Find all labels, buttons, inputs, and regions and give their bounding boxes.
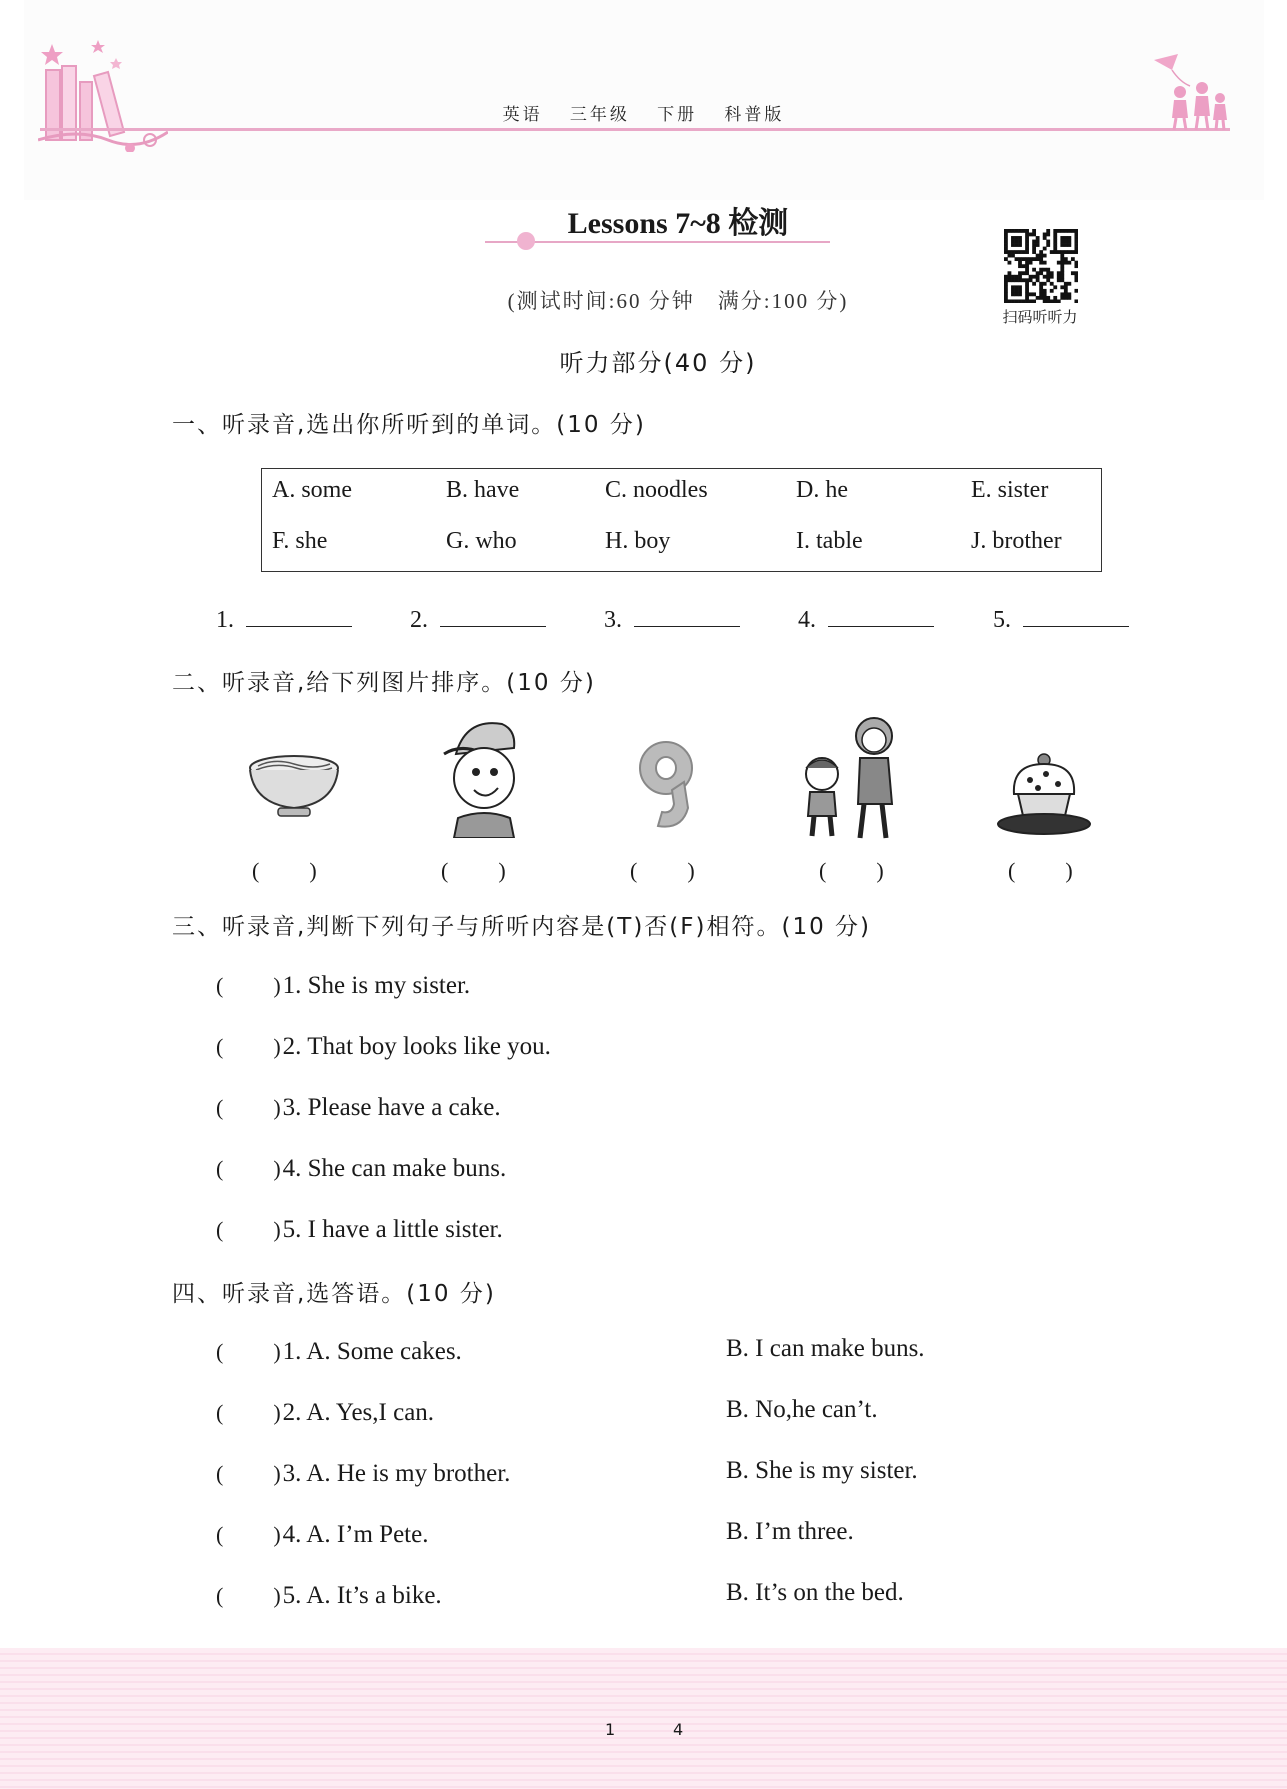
blank-number: 2.	[410, 607, 428, 633]
response-item	[216, 1396, 434, 1427]
tf-answer-paren[interactable]: ( )	[216, 1217, 283, 1242]
tf-answer-paren[interactable]: ( )	[216, 973, 283, 998]
header-edition: 科普版	[724, 105, 785, 124]
response-option-b: B. No,he can’t.	[726, 1396, 878, 1423]
qr-caption: 扫码听听力	[1002, 308, 1078, 326]
title-dot	[517, 232, 535, 250]
order-answer-paren[interactable]: ( )	[252, 858, 319, 883]
order-answer-paren[interactable]: ( )	[630, 858, 697, 883]
word-option: H. boy	[605, 528, 671, 554]
tf-item	[216, 969, 470, 1000]
response-option-b: B. I’m three.	[726, 1518, 854, 1545]
tf-sentence: 1. She is my sister.	[282, 972, 471, 999]
tf-item	[216, 1091, 501, 1122]
response-option-a: 3. A. He is my brother.	[282, 1460, 511, 1487]
page-title: Lessons 7~8 检测	[567, 207, 789, 240]
tf-sentence: 5. I have a little sister.	[282, 1216, 503, 1243]
header-subject: 英语	[502, 105, 543, 124]
blank-number: 1.	[216, 607, 234, 633]
page-number-digit: 1	[605, 1720, 616, 1739]
response-option-a: 1. A. Some cakes.	[282, 1338, 462, 1365]
blank-number: 4.	[798, 607, 816, 633]
tf-answer-paren[interactable]: ( )	[216, 1156, 283, 1181]
page-number-digit: 4	[673, 1720, 684, 1739]
response-answer-paren[interactable]: ( )	[216, 1583, 283, 1608]
tf-item	[216, 1213, 503, 1244]
response-answer-paren[interactable]: ( )	[216, 1400, 283, 1425]
header-volume: 下册	[657, 105, 698, 124]
word-option: D. he	[796, 477, 848, 503]
tf-sentence: 3. Please have a cake.	[282, 1094, 501, 1121]
header-line	[40, 128, 1230, 131]
order-answer-paren[interactable]: ( )	[1008, 858, 1075, 883]
word-option: E. sister	[971, 477, 1049, 503]
response-answer-paren[interactable]: ( )	[216, 1461, 283, 1486]
response-item	[216, 1457, 510, 1488]
answer-blank[interactable]	[798, 604, 934, 634]
tf-item	[216, 1030, 551, 1061]
answer-blank[interactable]	[410, 604, 546, 634]
answer-blank[interactable]	[604, 604, 740, 634]
tf-sentence: 4. She can make buns.	[282, 1155, 507, 1182]
response-answer-paren[interactable]: ( )	[216, 1522, 283, 1547]
test-info: (测试时间:60 分钟 满分:100 分)	[507, 289, 849, 313]
header-grade: 三年级	[569, 105, 630, 124]
answer-blank[interactable]	[216, 604, 352, 634]
section3-heading: 三、听录音,判断下列句子与所听内容是(T)否(F)相符。(10 分)	[172, 914, 872, 940]
blank-number: 5.	[993, 607, 1011, 633]
children-kite-illustration	[1150, 52, 1230, 132]
tf-item	[216, 1152, 506, 1183]
response-item	[216, 1579, 442, 1610]
tf-sentence: 2. That boy looks like you.	[282, 1033, 551, 1060]
cupcake-icon	[994, 750, 1094, 840]
response-item	[216, 1518, 428, 1549]
title-underline	[485, 241, 830, 243]
blank-line[interactable]	[634, 604, 740, 627]
response-answer-paren[interactable]: ( )	[216, 1339, 283, 1364]
part-title: 听力部分(40 分)	[559, 349, 757, 377]
blank-line[interactable]	[440, 604, 546, 627]
order-answer-paren[interactable]: ( )	[819, 858, 886, 883]
response-option-a: 4. A. I’m Pete.	[282, 1521, 429, 1548]
section1-heading: 一、听录音,选出你所听到的单词。(10 分)	[172, 412, 646, 438]
boy-with-cap-icon	[436, 714, 526, 838]
response-option-b: B. It’s on the bed.	[726, 1579, 904, 1606]
answer-blank[interactable]	[993, 604, 1129, 634]
blank-line[interactable]	[246, 604, 352, 627]
response-option-a: 2. A. Yes,I can.	[282, 1399, 435, 1426]
word-option: F. she	[272, 528, 328, 554]
number-nine-icon	[632, 738, 702, 834]
boy-and-woman-icon	[794, 712, 904, 840]
header-text	[0, 100, 1287, 125]
word-option: C. noodles	[605, 477, 708, 503]
word-option: I. table	[796, 528, 863, 554]
footer-band	[0, 1648, 1287, 1789]
blank-line[interactable]	[828, 604, 934, 627]
word-option: G. who	[446, 528, 517, 554]
section4-heading: 四、听录音,选答语。(10 分)	[172, 1281, 496, 1307]
tf-answer-paren[interactable]: ( )	[216, 1034, 283, 1059]
response-item	[216, 1335, 462, 1366]
books-logo	[38, 36, 168, 152]
qr-code-icon[interactable]	[1004, 229, 1078, 303]
response-option-b: B. She is my sister.	[726, 1457, 918, 1484]
response-option-a: 5. A. It’s a bike.	[282, 1582, 442, 1609]
blank-line[interactable]	[1023, 604, 1129, 627]
word-option: J. brother	[971, 528, 1062, 554]
section2-heading: 二、听录音,给下列图片排序。(10 分)	[172, 670, 596, 696]
tf-answer-paren[interactable]: ( )	[216, 1095, 283, 1120]
noodle-bowl-icon	[244, 752, 344, 822]
blank-number: 3.	[604, 607, 622, 633]
order-answer-paren[interactable]: ( )	[441, 858, 508, 883]
word-option: B. have	[446, 477, 520, 503]
response-option-b: B. I can make buns.	[726, 1335, 925, 1362]
word-option: A. some	[272, 477, 352, 503]
